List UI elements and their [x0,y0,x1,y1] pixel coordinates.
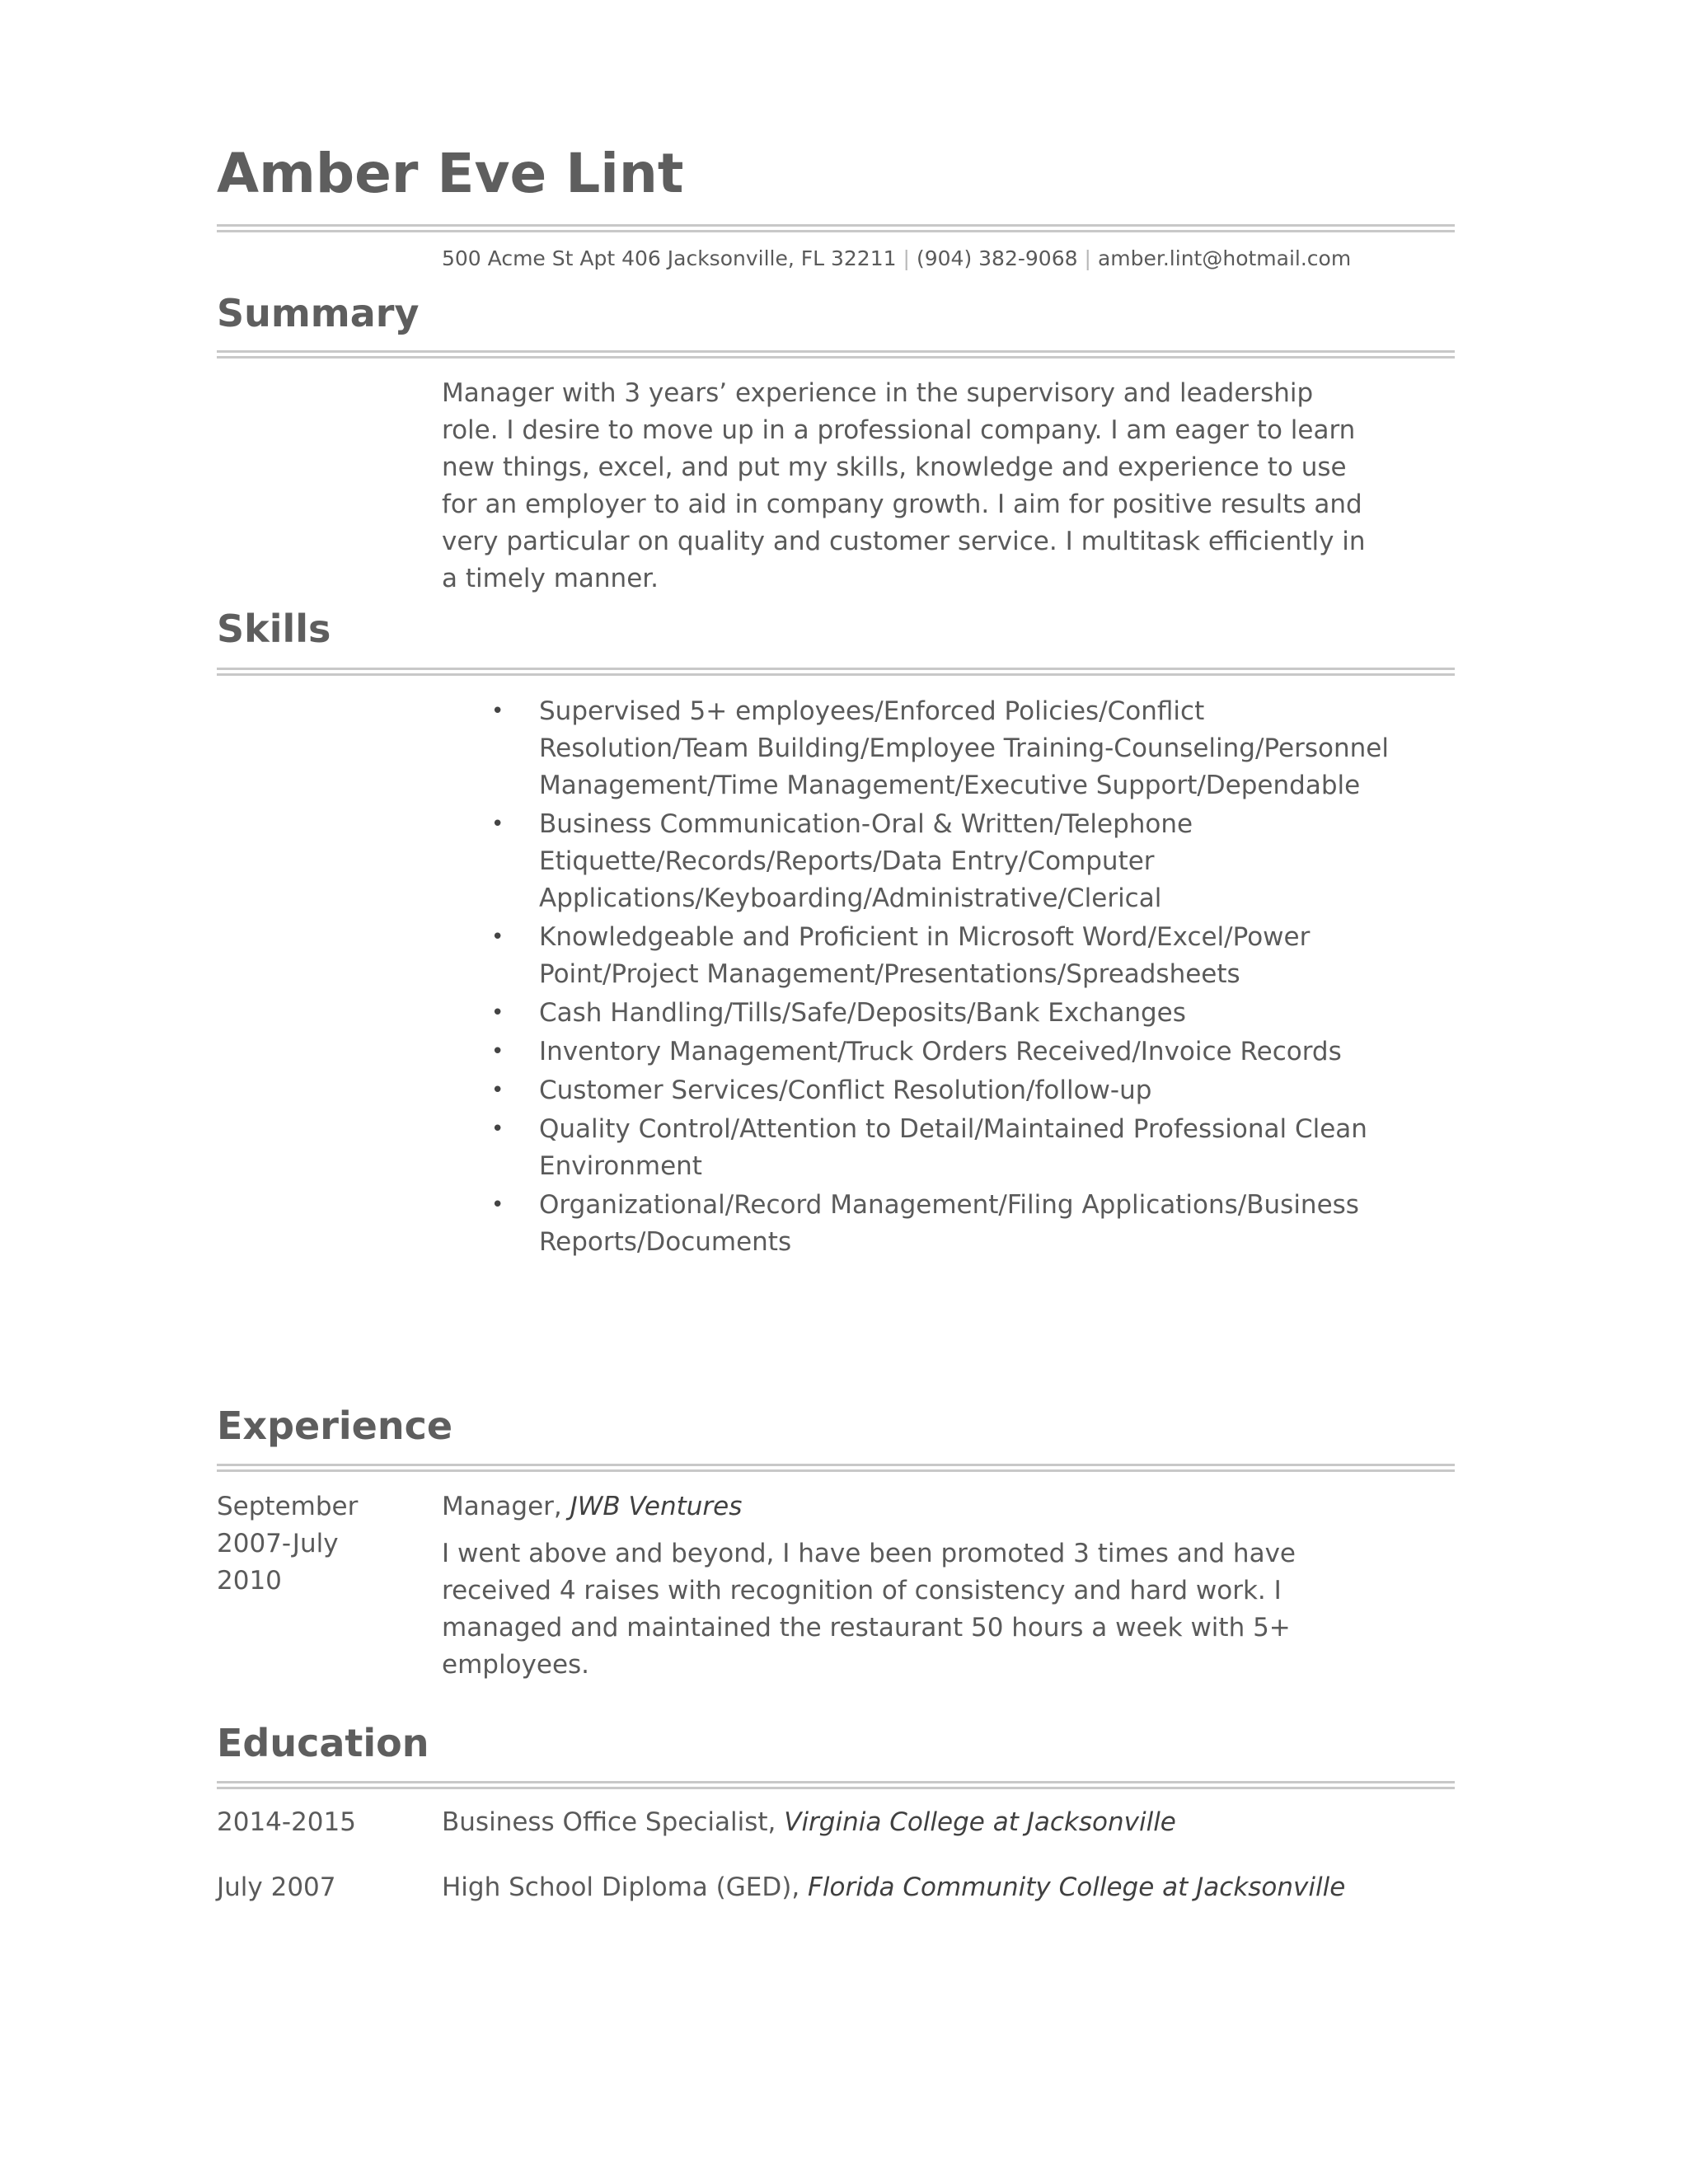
skill-item [442,693,1390,804]
skills-heading: Skills [217,607,331,651]
skills-divider [217,668,1455,676]
skill-text: Customer Services/Conflict Resolution/follow-up [539,1076,1152,1105]
job-title: Manager, [442,1492,562,1521]
header-divider [217,224,1455,232]
job-title-line [442,1488,1472,1526]
summary-divider [217,350,1455,359]
skill-text: Cash Handling/Tills/Safe/Deposits/Bank Exchanges [539,998,1186,1028]
candidate-name: Amber Eve Lint [217,142,684,205]
address: 500 Acme St Apt 406 Jacksonville, FL 32211 [442,246,897,270]
skill-item [442,919,1390,993]
degree: Business Office Specialist, [442,1807,776,1837]
skill-item [442,1033,1390,1071]
skill-item [442,1187,1390,1261]
job-dates: September 2007-July 2010 [217,1492,359,1596]
education-dates: July 2007 [217,1872,336,1902]
phone: (904) 382-9068 [916,246,1078,270]
education-entry [442,1869,1472,1906]
education-divider [217,1781,1455,1789]
job-description: I went above and beyond, I have been promoted 3 times and have received 4 raises with recognition of consistency and hard work. I managed and maintained the restaurant 50 hours a week with 5+ employees. [442,1539,1296,1680]
skill-text: Knowledgeable and Proficient in Microsoft Word/Excel/Power Point/Project Management/Presentations/Spreadsheets [539,922,1311,989]
skill-text: Inventory Management/Truck Orders Received/Invoice Records [539,1037,1342,1066]
experience-heading: Experience [217,1404,453,1448]
skill-text: Business Communication-Oral & Written/Telephone Etiquette/Records/Reports/Data Entry/Computer Applications/Keyboarding/Administrative/Clerical [539,809,1193,913]
school: Florida Community College at Jacksonville [808,1872,1346,1902]
summary-text: Manager with 3 years’ experience in the supervisory and leadership role. I desire to move up in a professional company. I am eager to learn new things, excel, and put my skills, knowledge and experience to use for an employer to aid in company growth. I aim for positive results and very particular on quality and customer service. I multitask efficiently in a timely manner. [442,378,1366,593]
bullet-icon: • [491,925,504,949]
contact-line [442,244,1351,274]
skill-item [442,1072,1390,1109]
skill-text: Organizational/Record Management/Filing Applications/Business Reports/Documents [539,1190,1359,1257]
education-dates: 2014-2015 [217,1807,356,1837]
skill-text: Quality Control/Attention to Detail/Maintained Professional Clean Environment [539,1114,1367,1181]
summary-heading: Summary [217,291,420,335]
bullet-icon: • [491,1193,504,1217]
education-entry [442,1804,1472,1841]
degree: High School Diploma (GED), [442,1872,800,1902]
skill-item [442,806,1390,917]
bullet-icon: • [491,1001,504,1025]
skill-text: Supervised 5+ employees/Enforced Policies/Conflict Resolution/Team Building/Employee Training-Counseling/Personnel Management/Time Management/Executive Support/Dependable [539,696,1389,800]
skill-item [442,1111,1390,1185]
skills-list [442,693,1390,1263]
bullet-icon: • [491,699,504,724]
email-link[interactable]: amber.lint@hotmail.com [1097,246,1352,270]
experience-divider [217,1464,1455,1472]
bullet-icon: • [491,1117,504,1141]
bullet-icon: • [491,1039,504,1064]
education-heading: Education [217,1721,429,1765]
contact-separator: | [1084,246,1091,270]
skill-item [442,995,1390,1032]
contact-separator: | [903,246,910,270]
job-company: JWB Ventures [570,1492,743,1521]
bullet-icon: • [491,1078,504,1103]
bullet-icon: • [491,812,504,837]
school: Virginia College at Jacksonville [784,1807,1176,1837]
